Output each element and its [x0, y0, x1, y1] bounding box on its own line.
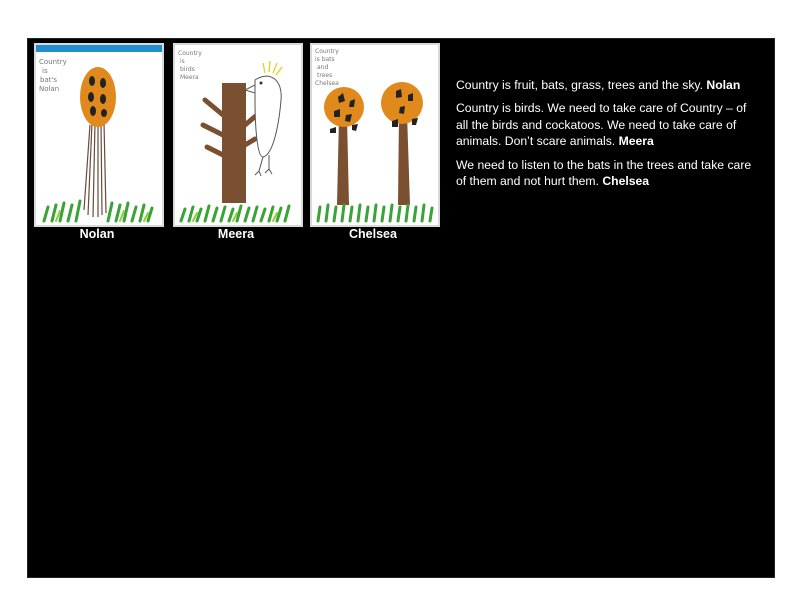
nolan-handwriting-line: bat's — [40, 76, 58, 84]
chelsea-drawing — [310, 43, 440, 227]
chelsea-handwriting-line: Country — [315, 48, 339, 55]
quote-text: We need to listen to the bats in the trees and take care of them and not hurt them. — [456, 157, 752, 189]
nolan-handwriting-line: Country — [39, 58, 67, 66]
caption-nolan: Nolan — [79, 227, 115, 241]
quote-author: Nolan — [706, 78, 741, 92]
caption-chelsea: Chelsea — [349, 227, 397, 241]
nolan-handwriting-line: is — [42, 67, 48, 75]
meera-handwriting-line: birds — [180, 66, 195, 73]
quote-text: Country is birds. We need to take care of Country – of all the birds and cockatoos. We need to take care of animals. Don’t scare animals. — [456, 101, 747, 149]
nolan-handwriting-line: Nolan — [39, 85, 60, 93]
meera-handwriting-line: Meera — [180, 74, 199, 81]
chelsea-handwriting-line: is bats — [315, 56, 335, 63]
nolan-drawing-image — [36, 45, 162, 225]
quote-text: Country is fruit, bats, grass, trees and the sky. — [456, 78, 704, 92]
chelsea-handwriting-line: Chelsea — [315, 80, 339, 87]
quote-author: Chelsea — [602, 174, 650, 189]
quote-meera — [456, 100, 756, 149]
chelsea-handwriting-line: and — [317, 64, 329, 71]
chelsea-drawing-image — [312, 45, 438, 225]
slide — [27, 38, 775, 578]
quote-chelsea — [456, 157, 756, 190]
chelsea-handwriting-line: trees — [317, 72, 333, 79]
quote-nolan — [456, 77, 756, 93]
quote-author: Meera — [618, 134, 654, 149]
meera-handwriting-line: is — [180, 58, 185, 65]
nolan-drawing — [34, 43, 164, 227]
meera-handwriting-line: Country — [178, 50, 202, 57]
quotes-panel — [456, 77, 756, 196]
meera-drawing — [173, 43, 303, 227]
caption-meera: Meera — [217, 227, 255, 241]
meera-drawing-image — [175, 45, 301, 225]
